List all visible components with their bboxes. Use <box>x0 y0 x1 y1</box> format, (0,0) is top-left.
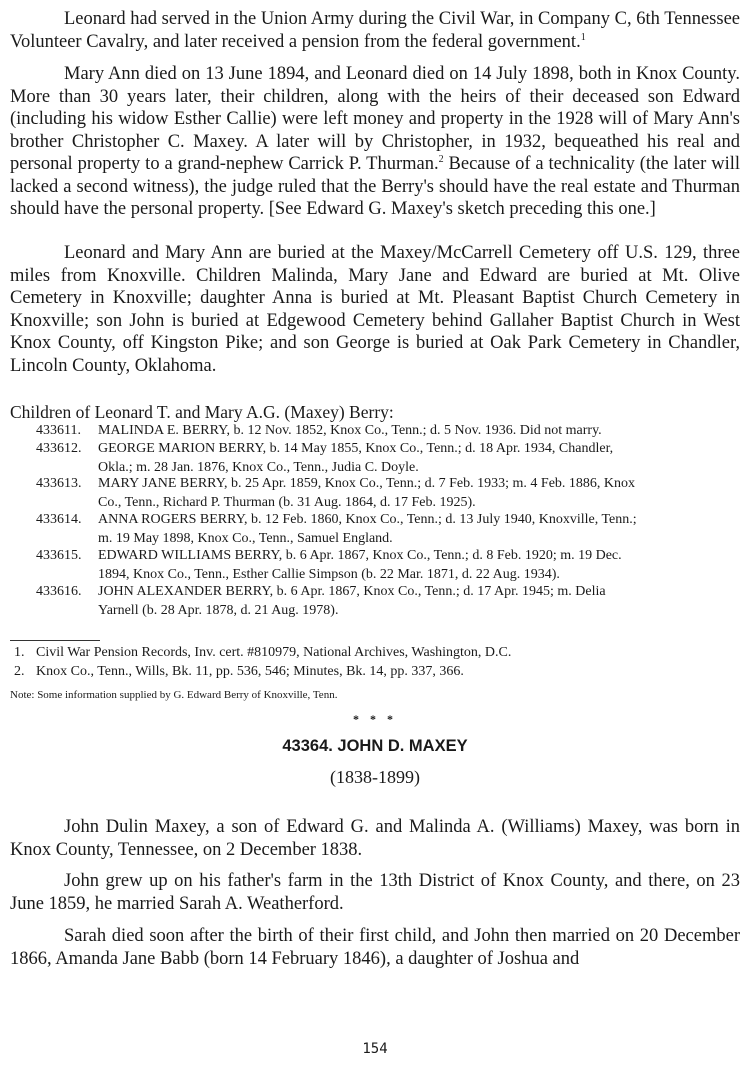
child-text-continued: Okla.; m. 28 Jan. 1876, Knox Co., Tenn., Judia C. Doyle. <box>98 459 419 475</box>
footnote-number: 2. <box>14 664 25 679</box>
child-text-continued: 1894, Knox Co., Tenn., Esther Callie Simpson (b. 22 Mar. 1871, d. 22 Aug. 1934). <box>98 566 560 582</box>
child-entry <box>36 547 740 584</box>
child-text: EDWARD WILLIAMS BERRY, b. 6 Apr. 1867, Knox Co., Tenn.; d. 8 Feb. 1920; m. 19 Dec. <box>98 548 622 563</box>
footnote-2 <box>14 663 740 681</box>
paragraph-text: Leonard had served in the Union Army during the Civil War, in Company C, 6th Tennessee Volunteer Cavalry, and later received a pension from the federal government. <box>10 9 740 52</box>
page-number: 154 <box>362 1041 388 1057</box>
child-id: 433611. <box>36 423 81 438</box>
paragraph-text: Mary Ann died on 13 June 1894, and Leonard died on 14 July 1898, both in Knox County. More than 30 years later, their children, along with the heirs of their deceased son Edward (including his widow Esther Callie) were left money and property in the 1928 will of Mary Ann's brother Christopher C. Maxey. A later will by Christopher, in 1932, bequeathed his real and personal property to a grand-nephew Carrick P. Thurman. <box>10 64 740 174</box>
child-text: ANNA ROGERS BERRY, b. 12 Feb. 1860, Knox Co., Tenn.; d. 13 July 1940, Knoxville, Tenn.; <box>98 512 637 527</box>
child-text: GEORGE MARION BERRY, b. 14 May 1855, Knox Co., Tenn.; d. 18 Apr. 1934, Chandler, <box>98 441 614 456</box>
section-title: 43364. JOHN D. MAXEY <box>282 737 468 755</box>
child-entry <box>36 475 740 512</box>
child-text: MALINDA E. BERRY, b. 12 Nov. 1852, Knox Co., Tenn.; d. 5 Nov. 1936. Did not marry. <box>98 423 602 438</box>
child-id: 433613. <box>36 476 82 491</box>
footnote-ref: 1 <box>580 31 586 43</box>
footnote-ref: 2 <box>438 154 444 165</box>
child-entry <box>36 583 740 620</box>
footnote-text: Knox Co., Tenn., Wills, Bk. 11, pp. 536, 546; Minutes, Bk. 14, pp. 337, 366. <box>36 664 464 679</box>
source-note: Note: Some information supplied by G. Edward Berry of Knoxville, Tenn. <box>10 689 338 701</box>
section-divider: * * * <box>353 712 397 726</box>
child-text-continued: Yarnell (b. 28 Apr. 1878, d. 21 Aug. 1978). <box>98 602 339 618</box>
child-id: 433616. <box>36 584 82 599</box>
paragraph-text-continued: Because of a technicality (the later will lacked a second witness), the judge ruled that the Berry's should have the real estate and Thurman should have the personal property. [See Edward G. Maxey's sketch preceding this one.] <box>10 154 740 219</box>
paragraph-second-marriage: Sarah died soon after the birth of their first child, and John then married on 20 December 1866, Amanda Jane Babb (born 14 February 1846), a daughter of Joshua and <box>10 926 740 969</box>
child-text-continued: Co., Tenn., Richard P. Thurman (b. 31 Aug. 1864, d. 17 Feb. 1925). <box>98 494 476 510</box>
child-entry <box>36 440 740 477</box>
paragraph-birth: John Dulin Maxey, a son of Edward G. and Malinda A. (Williams) Maxey, was born in Knox County, Tennessee, on 2 December 1838. <box>10 817 740 860</box>
child-id: 433615. <box>36 548 82 563</box>
child-entry <box>36 422 740 441</box>
paragraph-burials: Leonard and Mary Ann are buried at the Maxey/McCarrell Cemetery off U.S. 129, three miles from Knoxville. Children Malinda, Mary Jane and Edward are buried at Mt. Olive Cemetery in Knoxville; daughter Anna is buried at Mt. Pleasant Baptist Church Cemetery in Knoxville; son John is buried at Edgewood Cemetery behind Gallaher Baptist Church in West Knox County, off Kingston Pike; and son George is buried at Oak Park Cemetery in Chandler, Lincoln County, Oklahoma. <box>10 243 740 376</box>
paragraph-first-marriage: John grew up on his father's farm in the 13th District of Knox County, and there, on 23 June 1859, he married Sarah A. Weatherford. <box>10 871 740 914</box>
section-dates: (1838-1899) <box>330 767 420 787</box>
child-text: JOHN ALEXANDER BERRY, b. 6 Apr. 1867, Knox Co., Tenn.; d. 17 Apr. 1945; m. Delia <box>98 584 606 599</box>
child-id: 433614. <box>36 512 82 527</box>
footnote-number: 1. <box>14 645 25 660</box>
child-id: 433612. <box>36 441 82 456</box>
paragraph-deaths-wills <box>10 63 740 221</box>
footnote-text: Civil War Pension Records, Inv. cert. #810979, National Archives, Washington, D.C. <box>36 645 512 660</box>
footnote-divider <box>10 640 100 641</box>
child-text-continued: m. 19 May 1898, Knox Co., Tenn., Samuel England. <box>98 530 393 546</box>
footnote-1 <box>14 644 740 662</box>
child-entry <box>36 511 740 548</box>
paragraph-pension <box>10 8 740 53</box>
child-text: MARY JANE BERRY, b. 25 Apr. 1859, Knox Co., Tenn.; d. 7 Feb. 1933; m. 4 Feb. 1886, Knox <box>98 476 636 491</box>
children-heading: Children of Leonard T. and Mary A.G. (Maxey) Berry: <box>10 402 394 422</box>
